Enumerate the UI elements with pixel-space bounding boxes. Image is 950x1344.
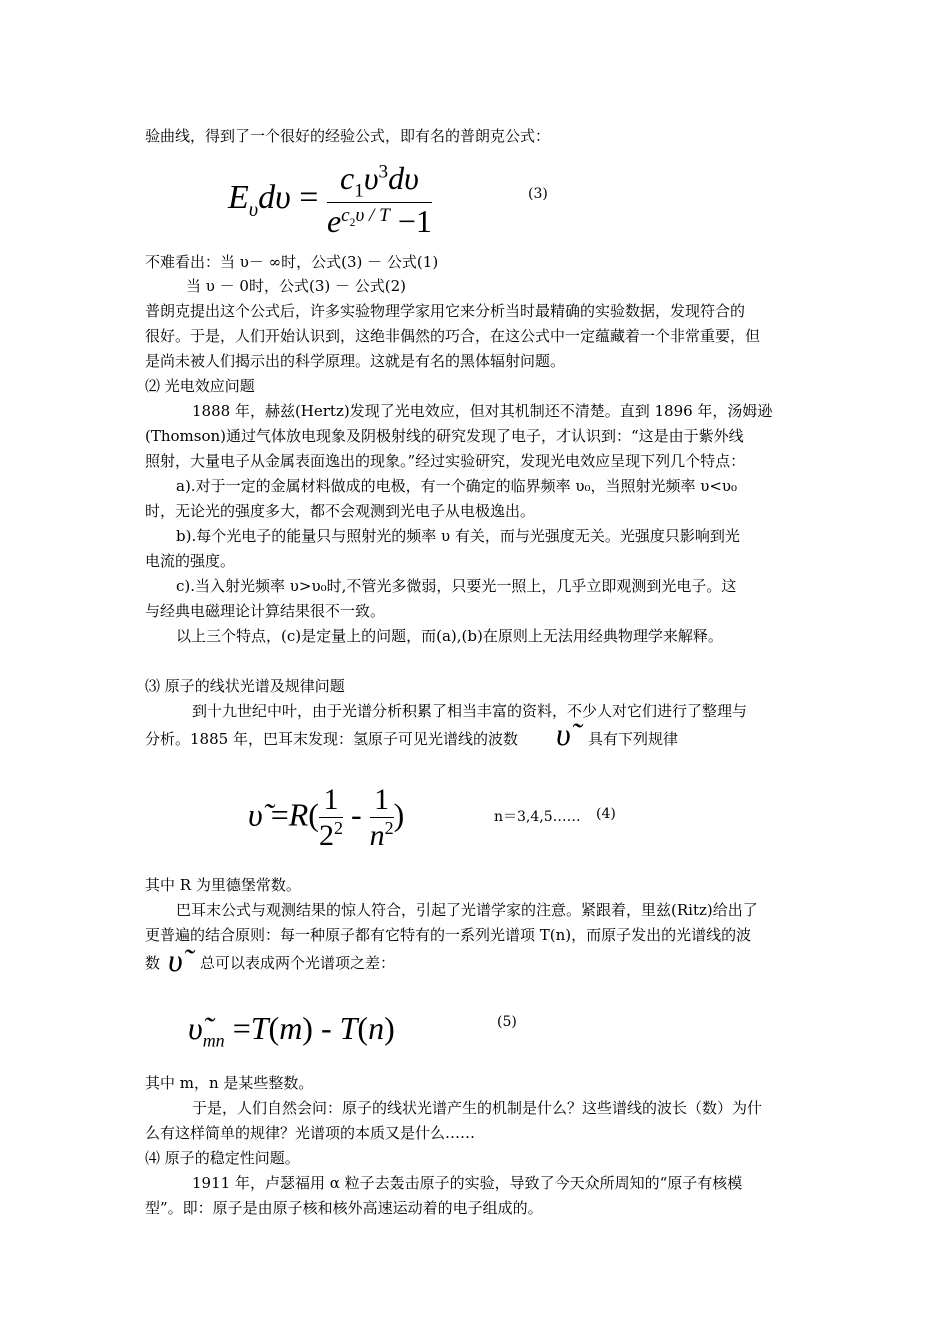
equation-number: (5) (497, 1014, 517, 1030)
paragraph-line: (Thomson)通过气体放电现象及阴极射线的研究发现了电子，才认识到：“这是由于紫外线 (145, 427, 744, 445)
paragraph-line: 么有这样简单的规律？光谱项的本质又是什么…… (145, 1124, 476, 1142)
planck-formula: $E_\upsilon d\upsilon$ = $\frac{c_1\upsilon^3d\upsilon}{e^{c_2\upsilon / T} -1}$ (228, 160, 432, 240)
paragraph-line: 当 υ － 0时，公式(3) － 公式(2) (186, 277, 406, 295)
paragraph-line: 其中 R 为里德堡常数。 (145, 876, 301, 894)
paragraph-line: 是尚未被人们揭示出的科学原理。这就是有名的黑体辐射问题。 (145, 352, 566, 370)
equation-number: (3) (528, 186, 548, 202)
paragraph-line: 其中 m，n 是某些整数。 (145, 1074, 314, 1092)
paragraph-line: a).对于一定的金属材料做成的电极，有一个确定的临界频率 υ₀，当照射光频率 υ<υ₀ (176, 477, 738, 495)
paragraph-line: b).每个光电子的能量只与照射光的频率 υ 有关，而与光强度无关。光强度只影响到光 (176, 527, 740, 545)
paragraph-line: 型”。即：原子是由原子核和核外高速运动着的电子组成的。 (145, 1199, 543, 1217)
paragraph-line: 总可以表成两个光谱项之差： (200, 954, 396, 972)
paragraph-line: 电流的强度。 (145, 552, 236, 570)
paragraph-line: 时，无论光的强度多大，都不会观测到光电子从电极逸出。 (145, 502, 536, 520)
paragraph-line: c).当入射光频率 υ>υ₀时,不管光多微弱，只要光一照上，几乎立即观测到光电子。这 (176, 577, 737, 595)
paragraph-line: 1911 年，卢瑟福用 α 粒子去轰击原子的实验，导致了今天众所周知的“原子有核模 (192, 1174, 743, 1192)
paragraph-line: 更普遍的结合原则：每一种原子都有它特有的一系列光谱项 T(n)，而原子发出的光谱线的波 (145, 926, 752, 944)
paragraph-line: 验曲线，得到了一个很好的经验公式，即有名的普朗克公式： (145, 127, 551, 145)
ritz-combination-formula: $\upsiloñ_{mn} =T(m) - T(n)$ (188, 1010, 395, 1051)
balmer-formula: υ̃ =R( $\frac{1}{2^2}$ - $\frac{1}{n^2}$ ) (248, 783, 405, 852)
paragraph-line: 不难看出：当 υ－ ∞时，公式(3) － 公式(1) (145, 253, 439, 271)
paragraph-line: 1888 年，赫兹(Hertz)发现了光电效应，但对其机制还不清楚。直到 1896 年，汤姆逊 (192, 402, 773, 420)
paragraph-line: 于是，人们自然会问：原子的线状光谱产生的机制是什么？这些谱线的波长（数）为什 (192, 1099, 763, 1117)
section-heading: ⑶ 原子的线状光谱及规律问题 (145, 677, 345, 695)
paragraph-line: 数 (145, 954, 161, 972)
paragraph-line: 具有下列规律 (588, 730, 679, 748)
section-heading: ⑷ 原子的稳定性问题。 (145, 1149, 300, 1167)
equation-condition: n＝3,4,5…… (494, 809, 581, 825)
wavenumber-symbol: υ̃ (556, 716, 571, 752)
paragraph-line: 很好。于是，人们开始认识到，这绝非偶然的巧合，在这公式中一定蕴藏着一个非常重要，但 (145, 327, 761, 345)
section-heading: ⑵ 光电效应问题 (145, 377, 255, 395)
paragraph-line: 与经典电磁理论计算结果很不一致。 (145, 602, 386, 620)
equation-number: (4) (596, 806, 616, 822)
paragraph-line: 以上三个特点，(c)是定量上的问题，而(a),(b)在原则上无法用经典物理学来解释。 (176, 627, 723, 645)
wavenumber-symbol: υ̃ (168, 942, 183, 978)
paragraph-line: 分析。1885 年，巴耳末发现：氢原子可见光谱线的波数 (145, 730, 518, 748)
paragraph-line: 巴耳末公式与观测结果的惊人符合，引起了光谱学家的注意。紧跟着，里兹(Ritz)给出了 (176, 901, 758, 919)
paragraph-line: 照射，大量电子从金属表面逸出的现象。”经过实验研究，发现光电效应呈现下列几个特点： (145, 452, 746, 470)
paragraph-line: 普朗克提出这个公式后，许多实验物理学家用它来分析当时最精确的实验数据，发现符合的 (145, 302, 746, 320)
paragraph-line: 到十九世纪中叶，由于光谱分析积累了相当丰富的资料，不少人对它们进行了整理与 (192, 702, 748, 720)
